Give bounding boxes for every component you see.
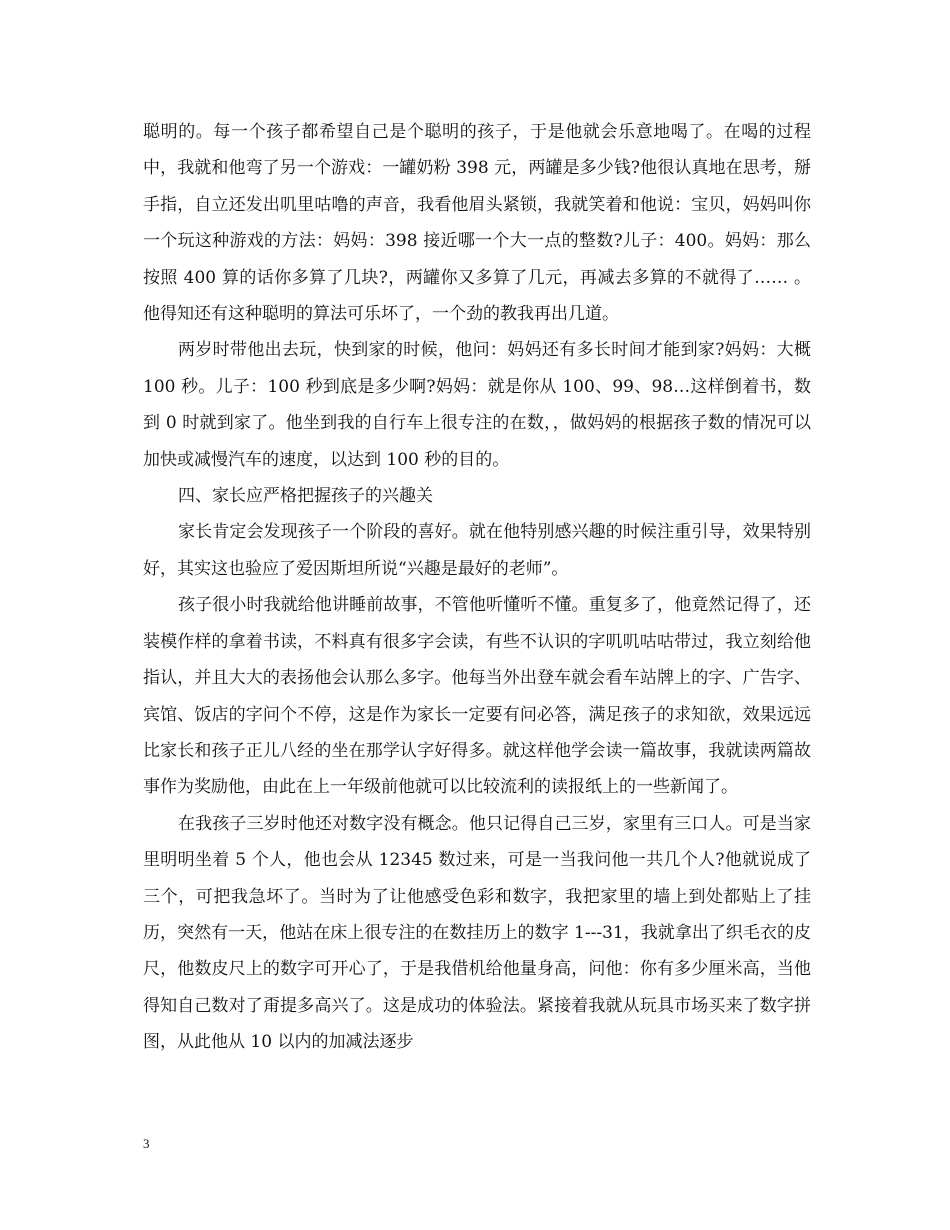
paragraph-3: 家长肯定会发现孩子一个阶段的喜好。就在他特别感兴趣的时候注重引导，效果特别好，其实这也验应了爱因斯坦所说“兴趣是最好的老师”。 [143,522,811,579]
page-number: 3 [143,1136,150,1151]
section-heading: 四、家长应严格把握孩子的兴趣关 [178,486,433,507]
paragraph-4: 孩子很小时我就给他讲睡前故事，不管他听懂听不懂。重复多了，他竟然记得了，还装模作样的拿着书读，不料真有很多字会读，有些不认识的字叽叽咕咕带过，我立刻给他指认，并且大大的表扬他会认那么多字。他每当外出登车就会看车站牌上的字、广告字、宾馆、饭店的字问个不停，这是作为家长一定要有问必答，满足孩子的求知欲，效果远远比家长和孩子正儿八经的坐在那学认字好得多。就这样他学会读一篇故事，我就读两篇故事作为奖励他，由此在上一年级前他就可以比较流利的读报纸上的一些新闻了。 [143,595,811,798]
document-body [143,114,811,1061]
paragraph-5: 在我孩子三岁时他还对数字没有概念。他只记得自己三岁，家里有三口人。可是当家里明明坐着 5 个人，他也会从 12345 数过来，可是一当我问他一共几个人?他就说成了三个，可把我急坏了。当时为了让他感受色彩和数字，我把家里的墙上到处都贴上了挂历，突然有一天，他站在床上很专注的在数挂历上的数字 1---31，我就拿出了织毛衣的皮尺，他数皮尺上的数字可开心了，于是我借机给他量身高，问他：你有多少厘米高，当他得知自己数对了甭提多高兴了。这是成功的体验法。紧接着我就从玩具市场买来了数字拼图，从此他从 10 以内的加减法逐步 [143,813,811,1053]
paragraph-2: 两岁时带他出去玩，快到家的时候，他问：妈妈还有多长时间才能到家?妈妈：大概 100 秒。儿子：100 秒到底是多少啊?妈妈：就是你从 100、99、98…这样倒着书，数到 0 时就到家了。他坐到我的自行车上很专注的在数，，做妈妈的根据孩子数的情况可以加快或减慢汽车的速度，以达到 100 秒的目的。 [143,340,811,470]
paragraph-1: 聪明的。每一个孩子都希望自己是个聪明的孩子，于是他就会乐意地喝了。在喝的过程中，我就和他弯了另一个游戏：一罐奶粉 398 元，两罐是多少钱?他很认真地在思考，掰手指，自立还发出叽里咕噜的声音，我看他眉头紧锁，我就笑着和他说：宝贝，妈妈叫你一个玩这种游戏的方法：妈妈：398 接近哪一个大一点的整数?儿子：400。妈妈：那么按照 400 算的话你多算了几块?，两罐你又多算了几元，再减去多算的不就得了…… 。他得知还有这种聪明的算法可乐坏了，一个劲的教我再出几道。 [143,122,811,325]
